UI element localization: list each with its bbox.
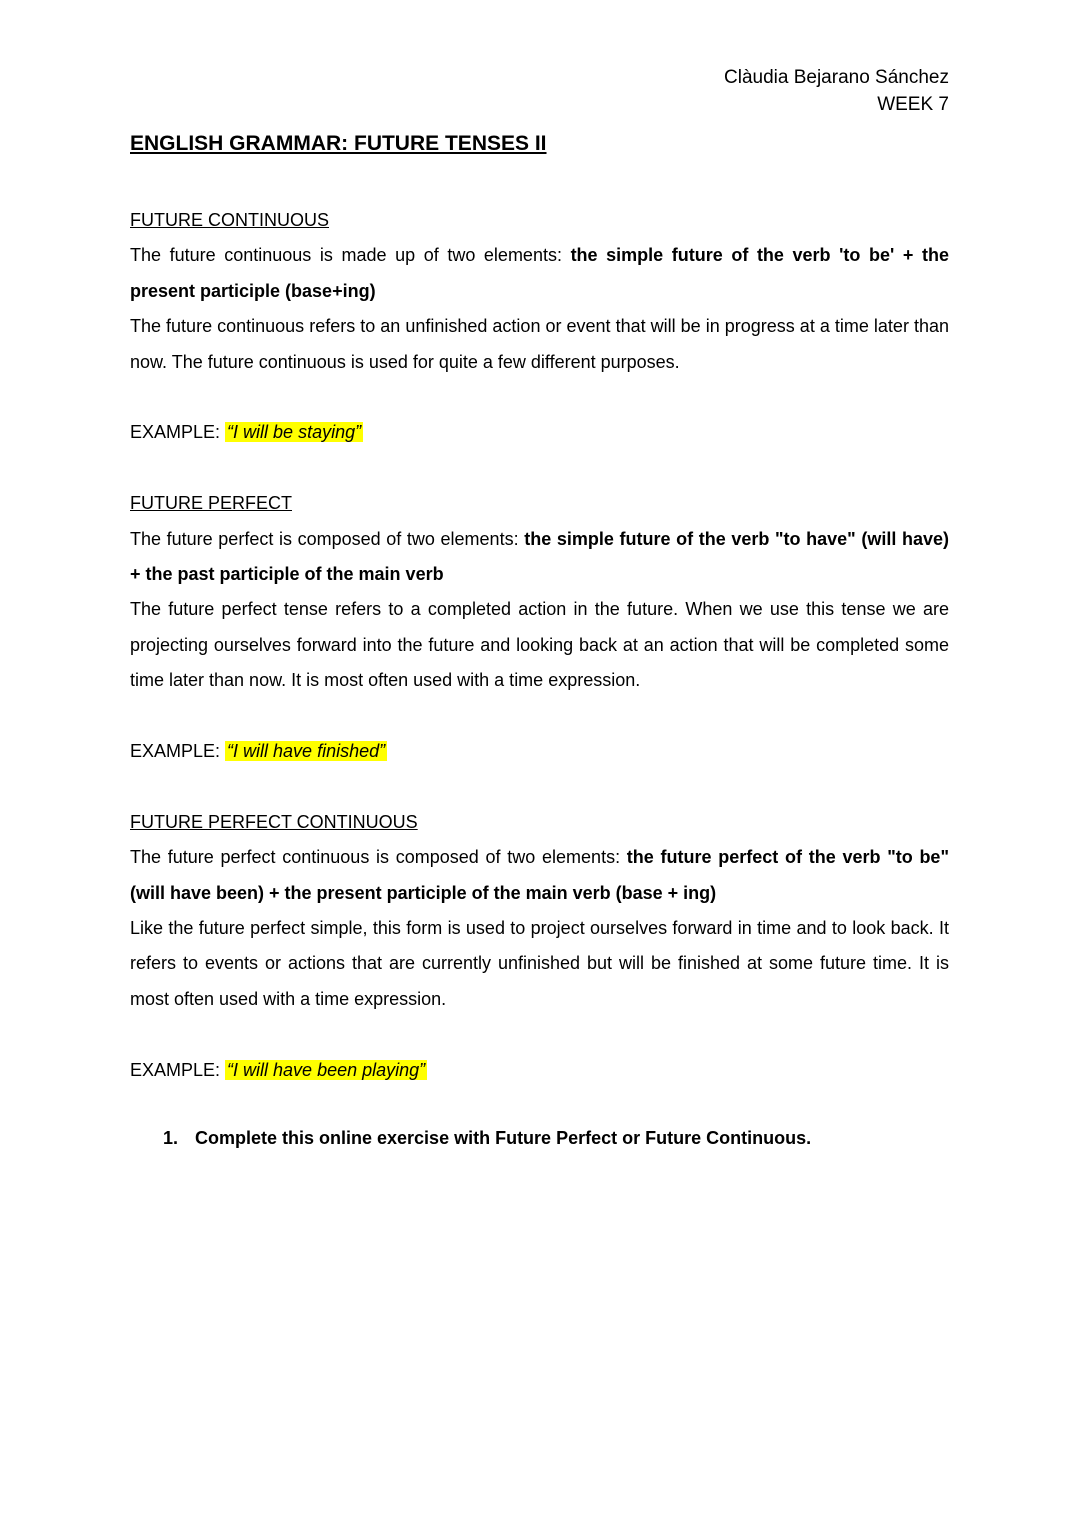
- section-definition: [130, 238, 949, 309]
- section-description: Like the future perfect simple, this form is used to project ourselves forward in time and to look back. It refers to events or actions that are currently unfinished but will be finished at some future time. It is most often used with a time expression.: [130, 918, 949, 1009]
- example-line: [130, 1053, 949, 1088]
- definition-formula: the simple future of the verb "to have" (will have) + the past participle of the main verb: [130, 528, 949, 585]
- definition-intro: The future perfect continuous is composed of two elements:: [130, 847, 627, 868]
- section-description: The future continuous refers to an unfinished action or event that will be in progress at a time later than now. The future continuous is used for quite a few different purposes.: [130, 316, 949, 372]
- document-header: [724, 64, 949, 118]
- section-heading: FUTURE PERFECT CONTINUOUS: [130, 811, 418, 832]
- section-description: The future perfect tense refers to a completed action in the future. When we use this tense we are projecting ourselves forward into the future and looking back at an action that will be completed some time later than now. It is most often used with a time expression.: [130, 599, 949, 691]
- document-title: ENGLISH GRAMMAR: FUTURE TENSES II: [130, 132, 547, 155]
- example-line: [130, 415, 949, 450]
- section-future-perfect: [130, 486, 949, 805]
- definition-formula: the future perfect of the verb "to be" (will have been) + the present participle of the main verb (base + ing): [130, 847, 949, 903]
- definition-intro: The future perfect is composed of two elements:: [130, 528, 525, 549]
- example-highlight: “I will be staying”: [227, 422, 362, 443]
- example-line: [130, 734, 949, 769]
- section-definition: [130, 840, 949, 911]
- section-heading: FUTURE PERFECT: [130, 493, 292, 514]
- author-name: Clàudia Bejarano Sánchez: [724, 67, 949, 88]
- example-label: EXAMPLE:: [130, 422, 226, 443]
- example-highlight: “I will have been playing”: [227, 1059, 426, 1080]
- example-highlight: “I will have finished”: [227, 741, 386, 762]
- exercise-text: Complete this online exercise with Future Perfect or Future Continuous.: [195, 1128, 812, 1148]
- definition-formula: the simple future of the verb 'to be' + the present participle (base+ing): [130, 245, 949, 301]
- section-heading: FUTURE CONTINUOUS: [130, 210, 329, 230]
- section-future-perfect-continuous: [130, 805, 949, 1088]
- example-label: EXAMPLE:: [130, 1059, 226, 1080]
- week-label: WEEK 7: [877, 94, 949, 115]
- section-definition: [130, 522, 949, 593]
- exercise-instruction: [163, 1123, 811, 1153]
- document-body: [130, 203, 949, 1088]
- section-future-continuous: [130, 203, 949, 486]
- example-label: EXAMPLE:: [130, 741, 226, 762]
- exercise-number: 1.: [163, 1128, 179, 1148]
- definition-intro: The future continuous is made up of two elements:: [130, 245, 571, 266]
